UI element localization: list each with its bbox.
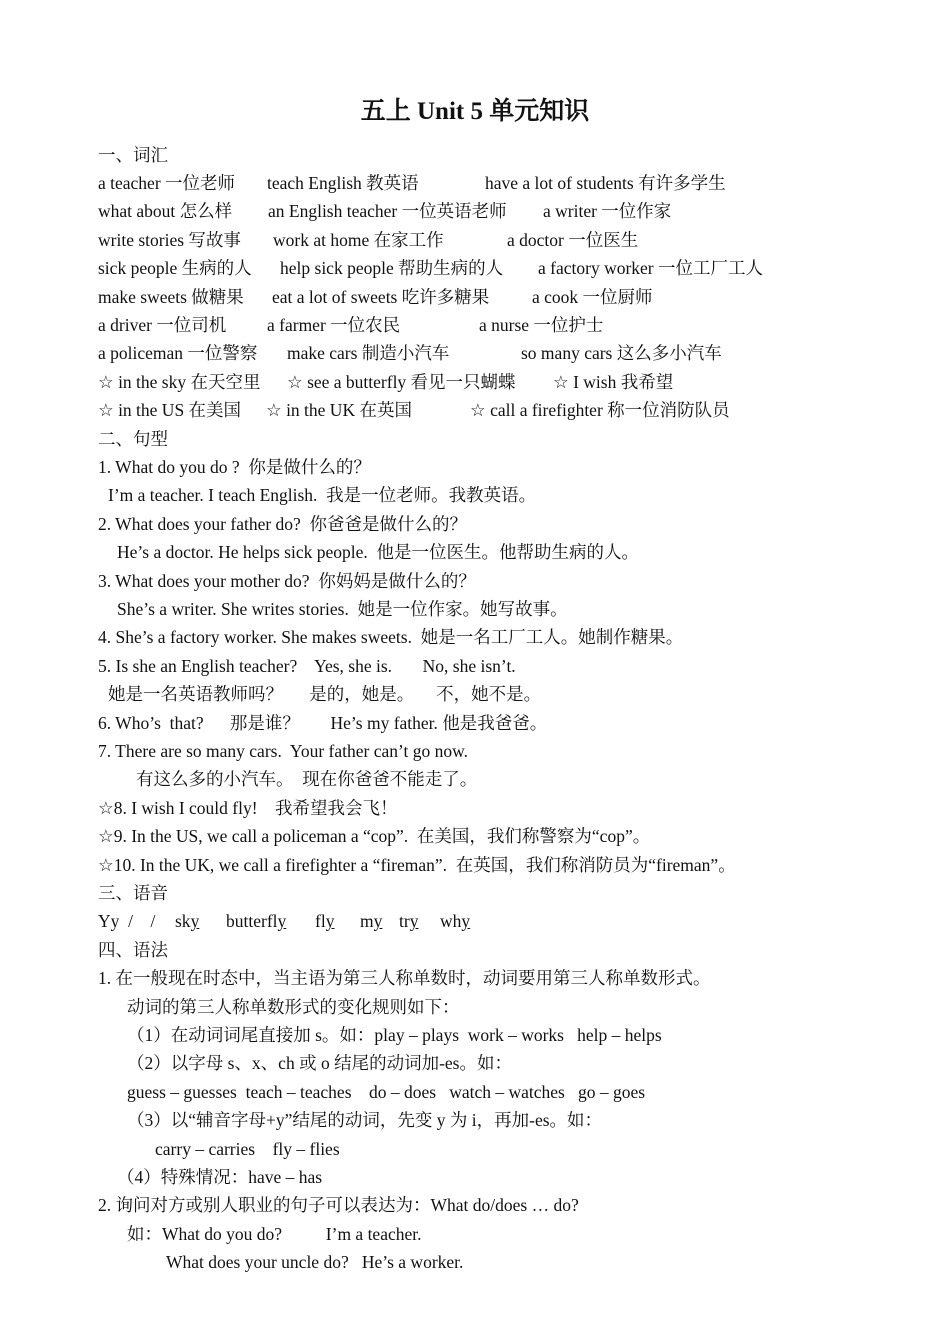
- sentence-line: ☆9. In the US, we call a policeman a “cop”. 在美国，我们称警察为“cop”。: [98, 826, 651, 846]
- phonics-word: butterfly: [226, 911, 287, 931]
- vocab-item: ☆ in the US 在美国: [98, 400, 242, 420]
- vocab-item: help sick people 帮助生病的人: [280, 258, 504, 278]
- vocab-item: ☆ in the UK 在英国: [266, 400, 412, 420]
- vocab-item: an English teacher 一位英语老师: [268, 201, 507, 221]
- vocab-item: a nurse 一位护士: [479, 315, 604, 335]
- vocab-item: a driver 一位司机: [98, 315, 227, 335]
- sentence-line: 2. What does your father do? 你爸爸是做什么的？: [98, 514, 468, 534]
- vocab-item: ☆ see a butterfly 看见一只蝴蝶: [287, 372, 516, 392]
- vocab-item: a teacher 一位老师: [98, 173, 236, 193]
- section-heading-phonics: 三、语音: [98, 883, 168, 903]
- vocab-item: a doctor 一位医生: [507, 230, 639, 250]
- phonics-prefix: Yy / /: [98, 911, 156, 931]
- vocab-row: [98, 169, 930, 197]
- vocab-item: a factory worker 一位工厂工人: [538, 258, 764, 278]
- grammar-line: （2）以字母 s、x、ch 或 o 结尾的动词加-es。如：: [127, 1053, 512, 1073]
- phonics-word: sky: [175, 911, 200, 931]
- sentence-line: 1. What do you do ? 你是做什么的？: [98, 457, 371, 477]
- vocab-row: [98, 283, 930, 311]
- grammar-line: 如：What do you do? I’m a teacher.: [127, 1224, 422, 1244]
- vocab-item: ☆ in the sky 在天空里: [98, 372, 261, 392]
- phonics-word: try: [399, 911, 419, 931]
- sentence-line: 有这么多的小汽车。 现在你爸爸不能走了。: [136, 769, 478, 789]
- vocab-item: a writer 一位作家: [543, 201, 672, 221]
- sentence-line: 6. Who’s that? 那是谁？ He’s my father. 他是我爸爸。: [98, 713, 548, 733]
- vocab-item: eat a lot of sweets 吃许多糖果: [272, 287, 490, 307]
- sentence-line: 4. She’s a factory worker. She makes sweets. 她是一名工厂工人。她制作糖果。: [98, 627, 684, 647]
- sentence-line: 她是一名英语教师吗？ 是的，她是。 不，她不是。: [108, 684, 542, 704]
- vocab-row: [98, 311, 930, 339]
- vocab-item: ☆ call a firefighter 称一位消防队员: [470, 400, 730, 420]
- sentence-line: She’s a writer. She writes stories. 她是一位作家。她写故事。: [117, 599, 568, 619]
- grammar-line: guess – guesses teach – teaches do – does watch – watches go – goes: [127, 1082, 646, 1102]
- sentence-line: 3. What does your mother do? 你妈妈是做什么的？: [98, 571, 476, 591]
- section-heading-sentences: 二、句型: [98, 429, 168, 449]
- vocab-item: a policeman 一位警察: [98, 343, 258, 363]
- grammar-line: 动词的第三人称单数形式的变化规则如下：: [127, 997, 460, 1017]
- grammar-line: （3）以“辅音字母+y”结尾的动词，先变 y 为 i，再加-es。如：: [127, 1110, 603, 1130]
- vocab-item: make cars 制造小汽车: [287, 343, 450, 363]
- sentence-line: I’m a teacher. I teach English. 我是一位老师。我教英语。: [108, 485, 537, 505]
- sentence-line: 7. There are so many cars. Your father can’t go now.: [98, 741, 468, 761]
- grammar-line: carry – carries fly – flies: [155, 1139, 340, 1159]
- phonics-line: [98, 907, 930, 935]
- vocab-item: work at home 在家工作: [273, 230, 444, 250]
- vocab-item: write stories 写故事: [98, 230, 241, 250]
- vocab-row: [98, 368, 930, 396]
- vocab-row: [98, 254, 930, 282]
- grammar-line: 2. 询问对方或别人职业的句子可以表达为：What do/does … do?: [98, 1195, 579, 1215]
- vocab-row: [98, 396, 930, 424]
- grammar-line: （1）在动词词尾直接加 s。如：play – plays work – works help – helps: [127, 1025, 662, 1045]
- phonics-word: my: [360, 911, 383, 931]
- vocab-item: a cook 一位厨师: [532, 287, 653, 307]
- vocab-item: make sweets 做糖果: [98, 287, 244, 307]
- sentence-line: ☆8. I wish I could fly! 我希望我会飞！: [98, 798, 398, 818]
- vocab-item: so many cars 这么多小汽车: [521, 343, 722, 363]
- vocab-item: teach English 教英语: [267, 173, 419, 193]
- vocab-item: sick people 生病的人: [98, 258, 252, 278]
- vocab-item: what about 怎么样: [98, 201, 233, 221]
- sentence-line: ☆10. In the UK, we call a firefighter a “fireman”. 在英国，我们称消防员为“fireman”。: [98, 855, 736, 875]
- phonics-word: why: [440, 911, 471, 931]
- vocab-row: [98, 197, 930, 225]
- vocab-item: ☆ I wish 我希望: [553, 372, 674, 392]
- sentence-line: 5. Is she an English teacher? Yes, she is. No, she isn’t.: [98, 656, 516, 676]
- grammar-line: 1. 在一般现在时态中，当主语为第三人称单数时，动词要用第三人称单数形式。: [98, 968, 711, 988]
- grammar-line: （4）特殊情况：have – has: [117, 1167, 323, 1187]
- section-heading-vocab: 一、词汇: [98, 145, 168, 165]
- vocab-row: [98, 226, 930, 254]
- phonics-word: fly: [315, 911, 335, 931]
- vocab-item: have a lot of students 有许多学生: [485, 173, 726, 193]
- section-heading-grammar: 四、语法: [98, 940, 168, 960]
- page-title: 五上 Unit 5 单元知识: [360, 98, 590, 125]
- vocab-item: a farmer 一位农民: [267, 315, 401, 335]
- sentence-line: He’s a doctor. He helps sick people. 他是一位医生。他帮助生病的人。: [117, 542, 640, 562]
- grammar-line: What does your uncle do? He’s a worker.: [166, 1252, 464, 1272]
- vocab-row: [98, 339, 930, 367]
